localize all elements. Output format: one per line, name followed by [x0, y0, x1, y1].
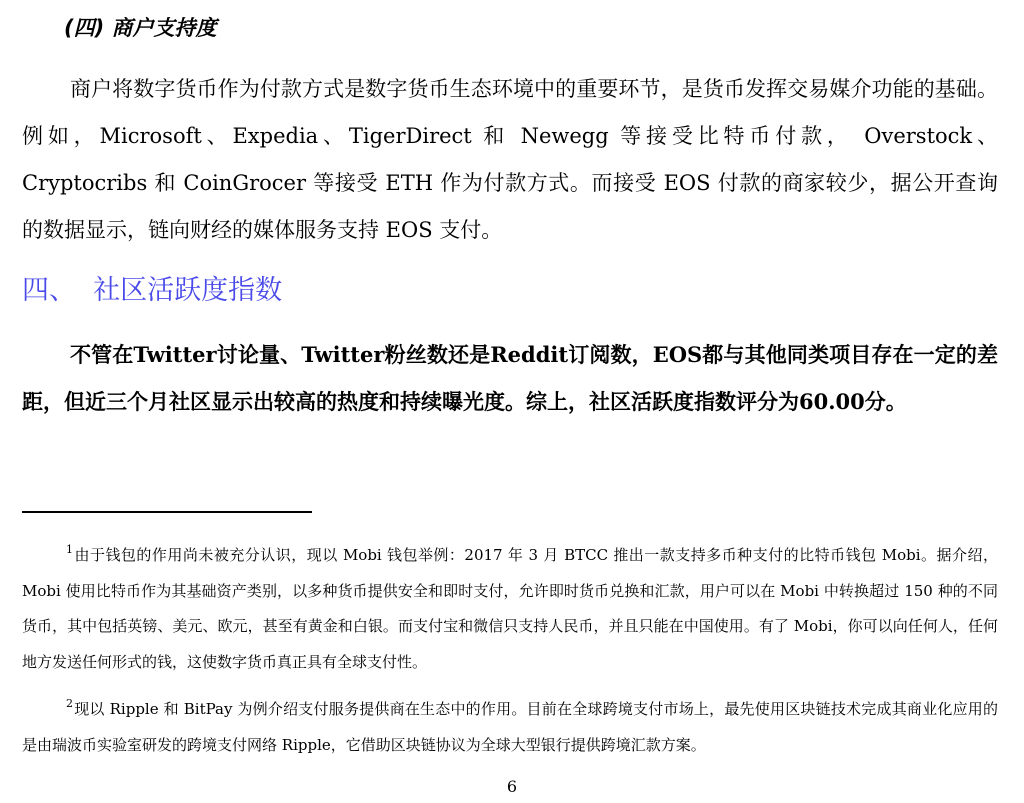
footnote-2-mark: 2 — [66, 697, 73, 710]
footnote-2 — [22, 686, 998, 763]
section-heading-community-activity: 四、 社区活跃度指数 — [22, 275, 283, 306]
paragraph-merchant-support: 商户将数字货币作为付款方式是数字货币生态环境中的重要环节，是货币发挥交易媒介功能的基础。例如，Microsoft、Expedia、TigerDirect 和 Newegg 等接受比特币付款， Overstock、Cryptocribs 和 CoinGrocer 等接受 ETH 作为付款方式。而接受 EOS 付款的商家较少，据公开查询的数据显示，链向财经的媒体服务支持 EOS 支付。 — [22, 77, 998, 242]
footnote-2-text: 现以 Ripple 和 BitPay 为例介绍支付服务提供商在生态中的作用。目前在全球跨境支付市场上，最先使用区块链技术完成其商业化应用的是由瑞波币实验室研发的跨境支付网络 Ripple，它借助区块链协议为全球大型银行提供跨境汇款方案。 — [22, 700, 998, 754]
paragraph-community-activity: 不管在Twitter讨论量、Twitter粉丝数还是Reddit订阅数，EOS都与其他同类项目存在一定的差距，但近三个月社区显示出较高的热度和持续曝光度。综上，社区活跃度指数评分为60.00分。 — [22, 342, 998, 414]
page-number: 6 — [506, 777, 518, 796]
subheading-merchant-support: (四) 商户支持度 — [64, 16, 217, 40]
footnote-divider — [22, 511, 312, 513]
footnote-1-text: 由于钱包的作用尚未被充分认识，现以 Mobi 钱包举例：2017 年 3 月 BTCC 推出一款支持多币种支付的比特币钱包 Mobi。据介绍，Mobi 使用比特币作为其基础资产类别，以多种货币提供安全和即时支付，允许即时货币兑换和汇款，用户可以在 Mobi 中转换超过 150 种的不同货币，其中包括英镑、美元、欧元，甚至有黄金和白银。而支付宝和微信只支持人民币，并且只能在中国使用。有了 Mobi，你可以向任何人，任何地方发送任何形式的钱，这使数字货币真正具有全球支付性。 — [22, 546, 998, 671]
footnote-1 — [22, 532, 998, 680]
footnote-1-mark: 1 — [66, 543, 73, 556]
